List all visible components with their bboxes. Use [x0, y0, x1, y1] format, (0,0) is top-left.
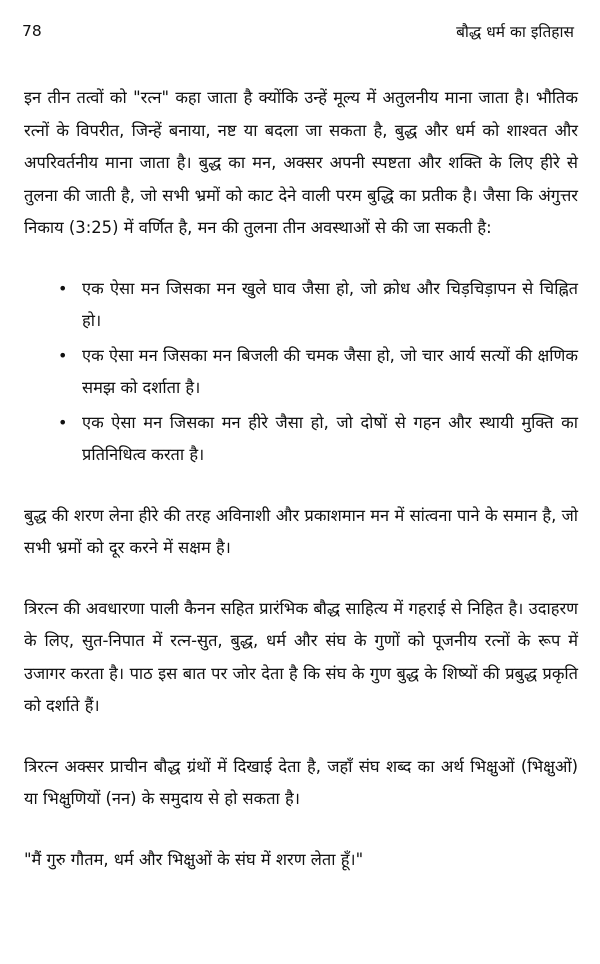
bullet-icon: •	[58, 345, 68, 365]
list-item-text: एक ऐसा मन जिसका मन हीरे जैसा हो, जो दोषों से गहन और स्थायी मुक्ति का प्रतिनिधित्व करता है।	[82, 412, 578, 464]
mind-states-list	[24, 273, 578, 472]
list-item	[24, 340, 578, 405]
page-body	[24, 82, 578, 876]
page-header	[22, 16, 574, 46]
triratna-paragraph: त्रिरत्न की अवधारणा पाली कैनन सहित प्रारंभिक बौद्ध साहित्य में गहराई से निहित है। उदाहरण के लिए, सुत-निपात में रत्न-सुत, बुद्ध, धर्म और संघ के गुणों को पूजनीय रत्नों के रूप में उजागर करता है। पाठ इस बात पर जोर देता है कि संघ के गुण बुद्ध के शिष्यों की प्रबुद्ध प्रकृति को दर्शाते हैं।	[24, 598, 578, 715]
refuge-quote: "मैं गुरु गौतम, धर्म और भिक्षुओं के संघ में शरण लेता हूँ।"	[24, 849, 364, 869]
refuge-paragraph: बुद्ध की शरण लेना हीरे की तरह अविनाशी और प्रकाशमान मन में सांत्वना पाने के समान है, जो सभी भ्रमों को दूर करने में सक्षम है।	[24, 505, 578, 557]
bullet-icon: •	[58, 278, 68, 298]
list-item-text: एक ऐसा मन जिसका मन खुले घाव जैसा हो, जो क्रोध और चिड़चिड़ापन से चिह्नित हो।	[82, 278, 578, 330]
list-item-text: एक ऐसा मन जिसका मन बिजली की चमक जैसा हो, जो चार आर्य सत्यों की क्षणिक समझ को दर्शाता है।	[82, 345, 578, 397]
page-number: 78	[22, 22, 42, 40]
sangha-paragraph: त्रिरत्न अक्सर प्राचीन बौद्ध ग्रंथों में दिखाई देता है, जहाँ संघ शब्द का अर्थ भिक्षुओं (भिक्षुओं) या भिक्षुणियों (नन) के समुदाय से हो सकता है।	[24, 756, 578, 808]
running-title: बौद्ध धर्म का इतिहास	[456, 23, 574, 41]
list-item	[24, 273, 578, 338]
intro-paragraph: इन तीन तत्वों को "रत्न" कहा जाता है क्योंकि उन्हें मूल्य में अतुलनीय माना जाता है। भौतिक रत्नों के विपरीत, जिन्हें बनाया, नष्ट या बदला जा सकता है, बुद्ध और धर्म को शाश्वत और अपरिवर्तनीय माना जाता है। बुद्ध का मन, अक्सर अपनी स्पष्टता और शक्ति के लिए हीरे से तुलना की जाती है, जो सभी भ्रमों को काट देने वाली परम बुद्धि का प्रतीक है। जैसा कि अंगुत्तर निकाय (3:25) में वर्णित है, मन की तुलना तीन अवस्थाओं से की जा सकती है:	[24, 88, 578, 237]
list-item	[24, 407, 578, 472]
bullet-icon: •	[58, 412, 68, 432]
